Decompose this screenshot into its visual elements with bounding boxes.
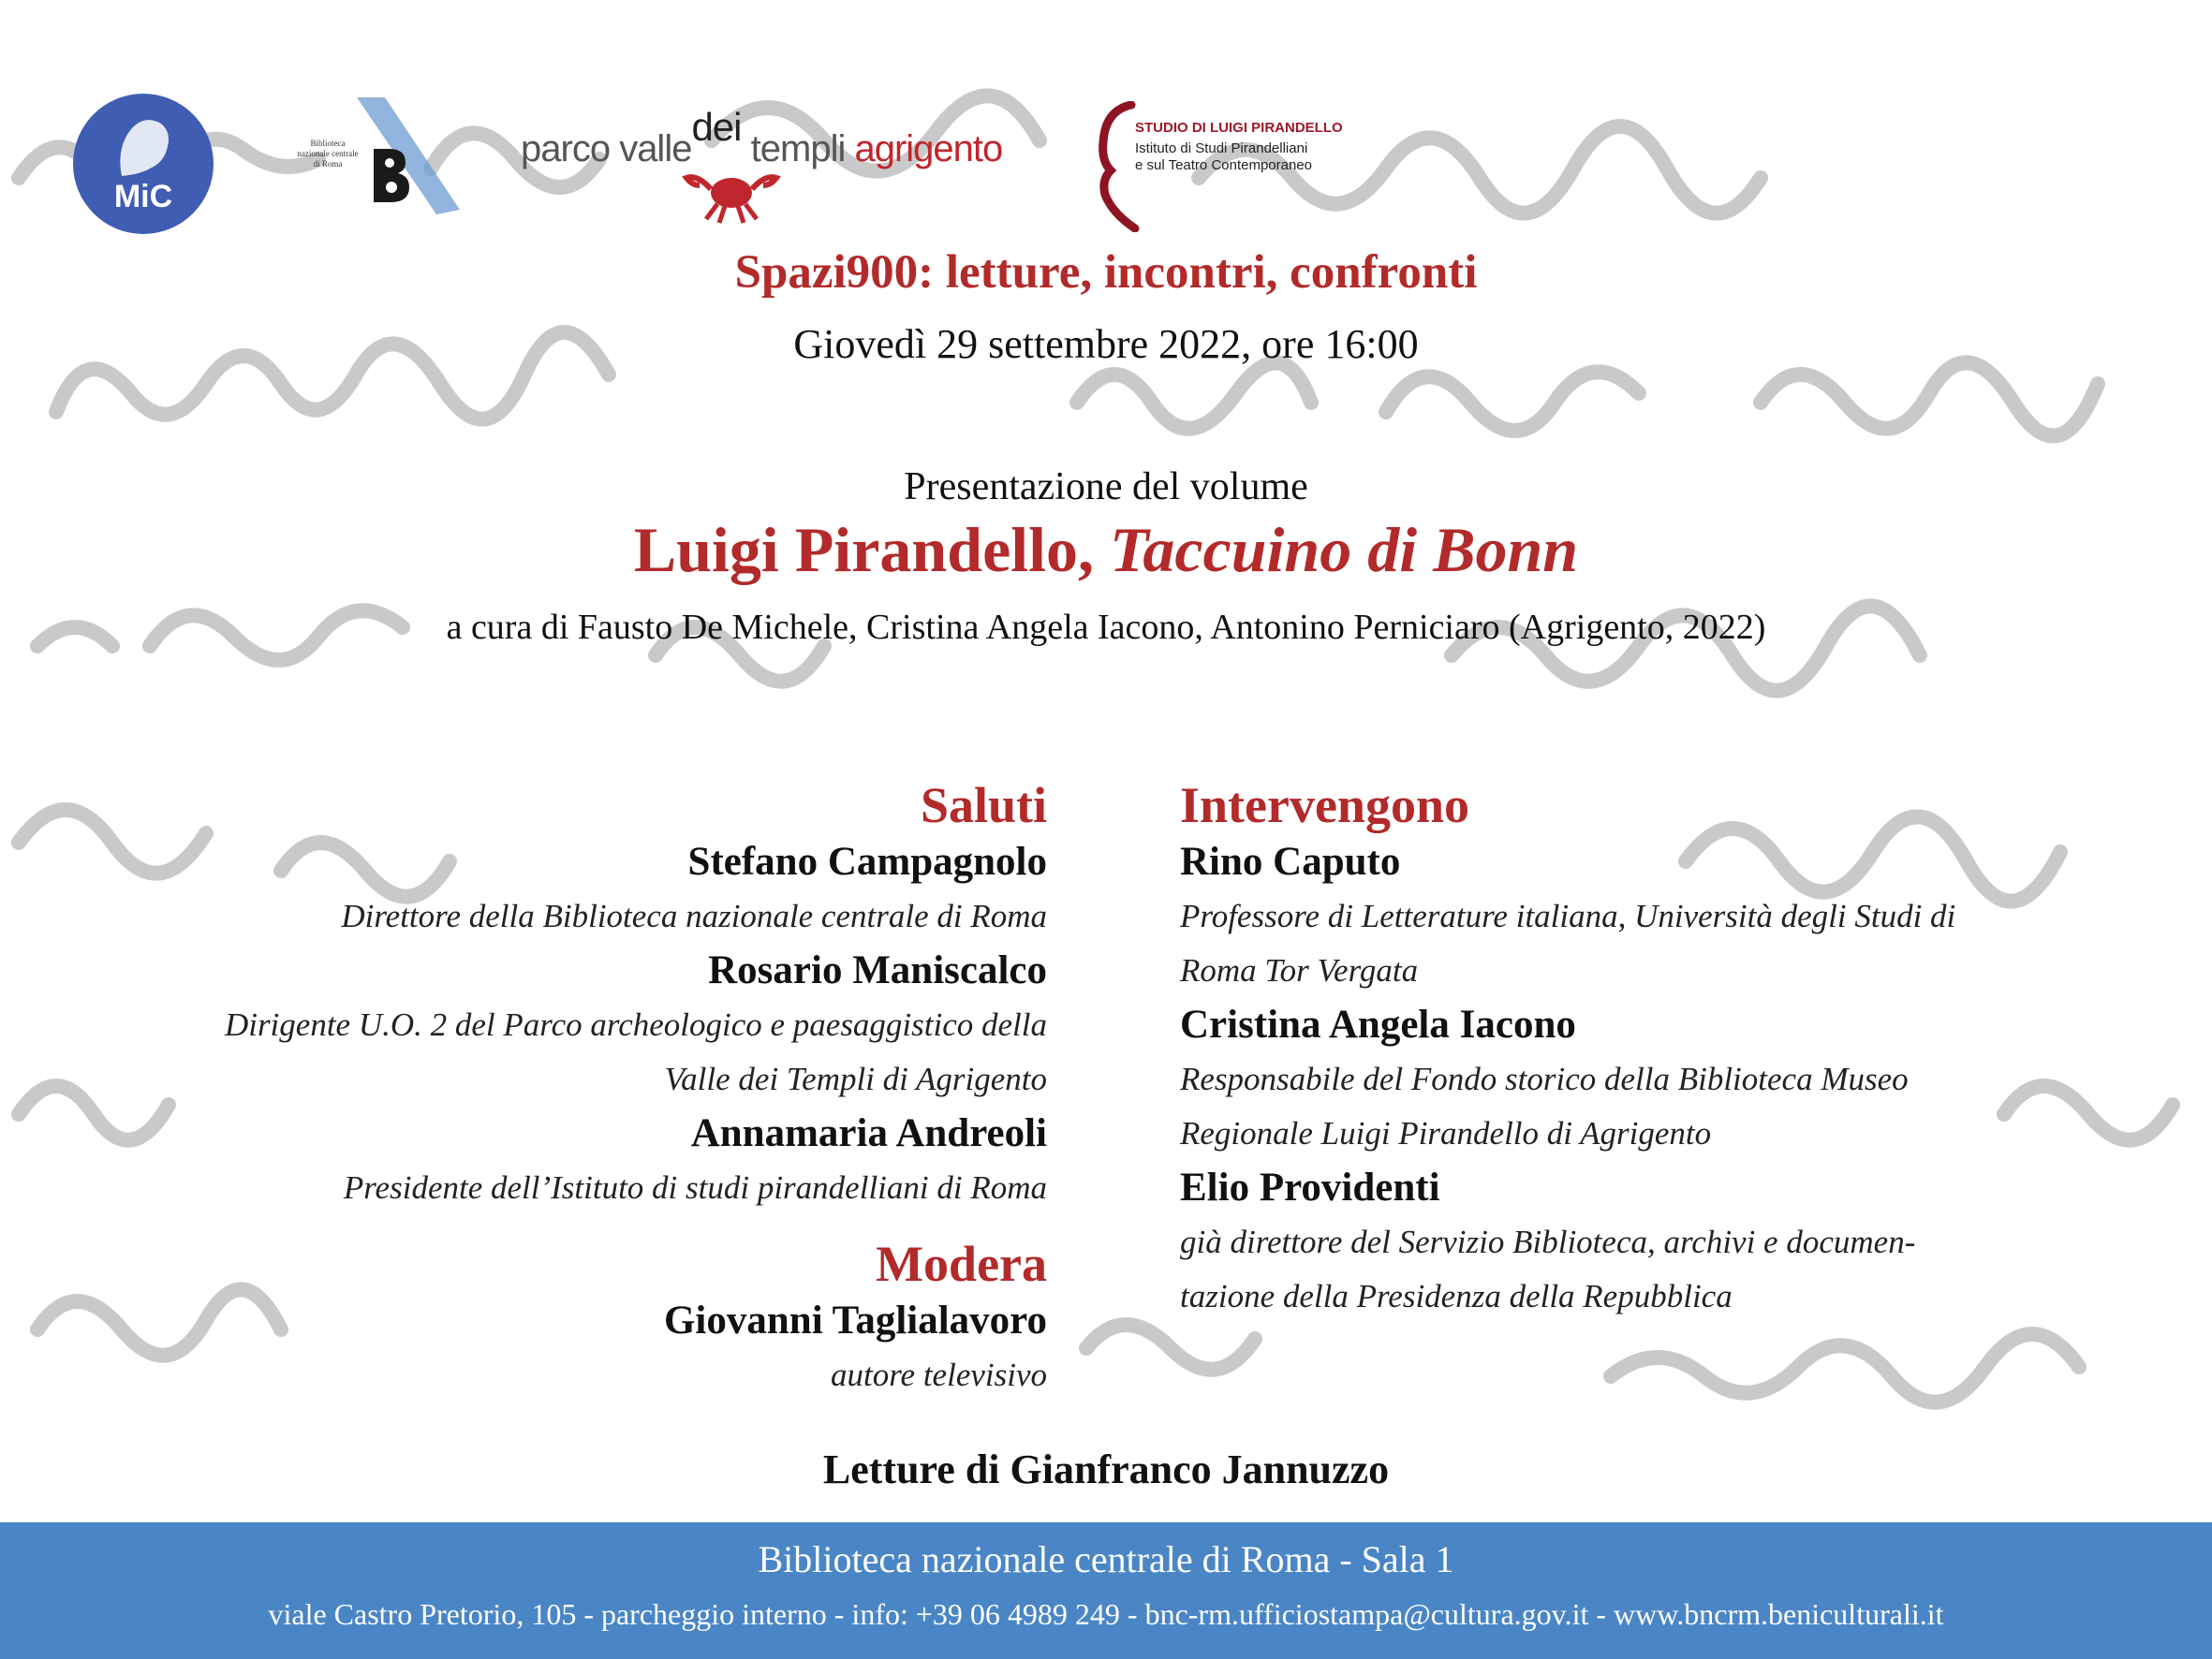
saluti-column xyxy=(54,775,1047,1402)
person-role: Regionale Luigi Pirandello di Agrigento xyxy=(1180,1115,1712,1152)
person-role: Presidente dell’Istituto di studi pirandelliani di Roma xyxy=(343,1169,1047,1206)
person-name: Cristina Angela Iacono xyxy=(1180,1003,1576,1047)
studio-pirandello-logo xyxy=(1094,101,1375,232)
person-role: tazione della Presidenza della Repubblica xyxy=(1180,1278,1733,1314)
book-title-line xyxy=(0,513,2212,587)
speaker xyxy=(1180,835,2116,998)
event-date: Giovedì 29 settembre 2022, ore 16:00 xyxy=(793,321,1419,367)
studio-logo-title: STUDIO DI LUIGI PIRANDELLO xyxy=(1135,120,1343,136)
saluti-person xyxy=(54,944,1047,1107)
person-name: Rosario Maniscalco xyxy=(708,948,1047,992)
saluti-title: Saluti xyxy=(920,777,1047,833)
moderator-role: autore televisivo xyxy=(831,1357,1047,1393)
speaker xyxy=(1180,1161,2116,1324)
person-role: Professore di Letterature italiana, Università degli Studi di xyxy=(1180,898,1956,934)
bncr-logo-text: Biblioteca nazionale centrale di Roma xyxy=(297,139,359,169)
person-name: Annamaria Andreoli xyxy=(690,1111,1047,1155)
intervengono-column xyxy=(1180,775,2116,1324)
speaker xyxy=(1180,998,2116,1161)
person-name: Rino Caputo xyxy=(1180,840,1401,884)
bncr-mark-icon xyxy=(347,97,469,219)
person-role: Dirigente U.O. 2 del Parco archeologico e paesaggistico della xyxy=(224,1006,1047,1043)
parco-valle-dei-templi-logo xyxy=(521,101,1054,232)
mic-logo-icon xyxy=(73,94,214,234)
footer-bar xyxy=(0,1522,2212,1659)
mic-head-icon xyxy=(112,110,174,185)
saluti-person xyxy=(54,835,1047,944)
person-role: Valle dei Templi di Agrigento xyxy=(664,1061,1047,1097)
parco-logo-text: parco valledei templi agrigento xyxy=(521,105,1003,169)
book-author: Luigi Pirandello, xyxy=(633,514,1095,585)
person-role: Responsabile del Fondo storico della Biblioteca Museo xyxy=(1180,1061,1909,1097)
person-name: Elio Providenti xyxy=(1180,1166,1440,1210)
book-title: Taccuino di Bonn xyxy=(1110,514,1579,585)
venue-line: Biblioteca nazionale centrale di Roma - Sala 1 xyxy=(758,1538,1454,1580)
person-role: Roma Tor Vergata xyxy=(1180,952,1419,989)
saluti-person xyxy=(54,1107,1047,1215)
person-name: Stefano Campagnolo xyxy=(687,840,1047,884)
address-line: viale Castro Pretorio, 105 - parcheggio interno - info: +39 06 4989 249 - bnc-rm.ufficiostampa@cultura.gov.it - www.bncrm.beniculturali.it xyxy=(268,1597,1944,1631)
person-role: già direttore del Servizio Biblioteca, archivi e documen- xyxy=(1180,1224,1916,1260)
person-role: Direttore della Biblioteca nazionale centrale di Roma xyxy=(341,898,1047,934)
studio-logo-subtitle: Istituto di Studi Pirandelliani e sul Teatro Contemporaneo xyxy=(1135,140,1313,173)
readings-line: Letture di Gianfranco Jannuzzo xyxy=(822,1446,1390,1492)
curators-line: a cura di Fausto De Michele, Cristina Angela Iacono, Antonino Perniciaro (Agrigento, 2022) xyxy=(446,608,1766,647)
intervengono-title: Intervengono xyxy=(1180,777,1469,833)
crab-icon xyxy=(680,154,783,228)
presentation-label: Presentazione del volume xyxy=(904,465,1308,508)
bncr-logo-icon xyxy=(295,97,464,219)
modera-title: Modera xyxy=(876,1236,1047,1292)
moderator-name: Giovanni Taglialavoro xyxy=(663,1299,1047,1343)
series-title: Spazi900: letture, incontri, confronti xyxy=(734,246,1478,299)
mic-logo-text: MiC xyxy=(113,179,173,214)
logo-bar xyxy=(0,94,2212,234)
